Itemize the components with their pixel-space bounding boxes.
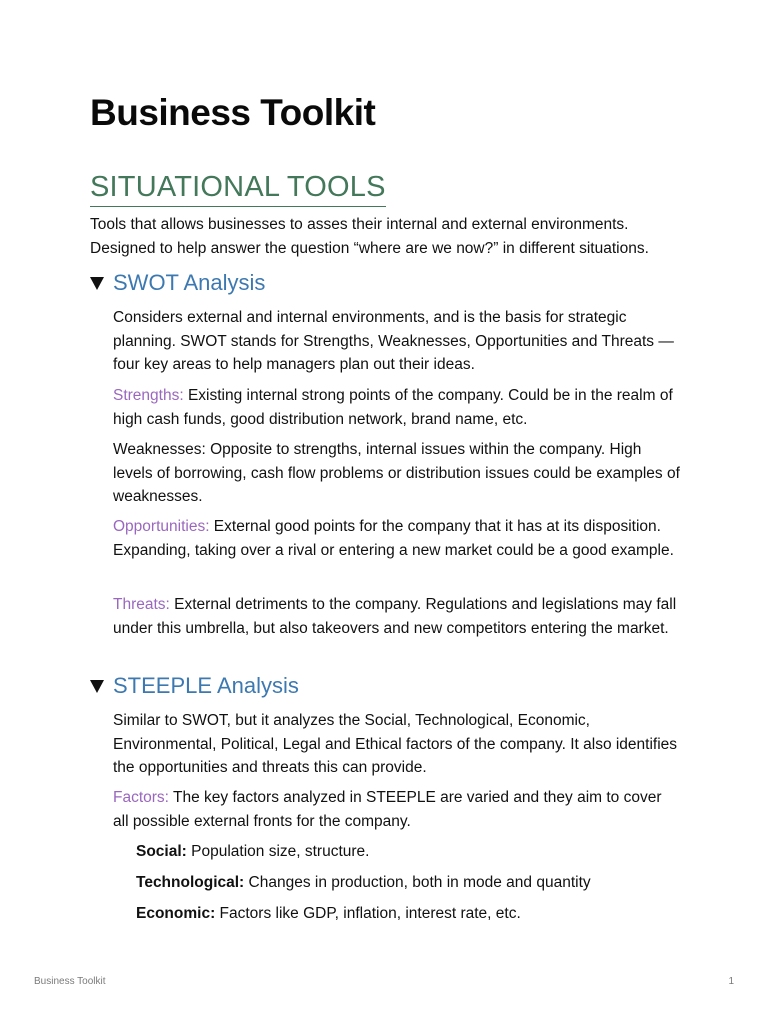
factor-item-technological [136, 871, 591, 895]
swot-opportunities [113, 515, 681, 562]
section-title: SITUATIONAL TOOLS [90, 171, 386, 207]
toggle-heading-swot: SWOT Analysis [113, 270, 266, 295]
factors-text: The key factors analyzed in STEEPLE are varied and they aim to cover all possible external fronts for the company. [113, 789, 662, 830]
page-number: 1 [728, 976, 734, 987]
factor-item-economic [136, 902, 521, 926]
toggle-heading-steeple: STEEPLE Analysis [113, 673, 299, 698]
label-factors: Factors: [113, 789, 169, 806]
factor-text: Changes in production, both in mode and quantity [244, 874, 591, 891]
label-threats: Threats: [113, 596, 170, 613]
page-title: Business Toolkit [90, 92, 376, 133]
factor-item-social [136, 840, 369, 864]
swot-strengths [113, 384, 681, 431]
triangle-down-icon[interactable] [90, 277, 104, 290]
factor-text: Population size, structure. [186, 843, 370, 860]
label-opportunities: Opportunities: [113, 518, 210, 535]
factor-text: Factors like GDP, inflation, interest rate, etc. [215, 905, 521, 922]
toggle-swot[interactable] [90, 270, 265, 296]
factor-term: Economic: [136, 905, 216, 922]
strengths-text: Existing internal strong points of the company. Could be in the realm of high cash funds, good distribution network, brand name, etc. [113, 387, 673, 428]
swot-weaknesses: Weaknesses: Opposite to strengths, internal issues within the company. High levels of borrowing, cash flow problems or distribution issues could be examples of weaknesses. [113, 441, 680, 505]
steeple-description: Similar to SWOT, but it analyzes the Social, Technological, Economic, Environmental, Political, Legal and Ethical factors of the company. It also identifies the opportunities and threats this can provide. [113, 712, 678, 776]
footer-title: Business Toolkit [34, 976, 106, 987]
swot-threats [113, 593, 681, 640]
steeple-factors [113, 786, 681, 833]
opportunities-text: External good points for the company that it has at its disposition. Expanding, taking over a rival or entering a new market could be a good example. [113, 518, 674, 559]
threats-text: External detriments to the company. Regulations and legislations may fall under this umbrella, but also takeovers and new competitors entering the market. [113, 596, 677, 637]
triangle-down-icon[interactable] [90, 680, 104, 693]
toggle-steeple[interactable] [90, 673, 299, 699]
swot-description: Considers external and internal environments, and is the basis for strategic planning. SWOT stands for Strengths, Weaknesses, Opportunities and Threats — four key areas to help managers plan out their ideas. [113, 309, 674, 373]
factor-term: Social: [136, 843, 187, 860]
factor-term: Technological: [136, 874, 245, 891]
label-strengths: Strengths: [113, 387, 184, 404]
intro-paragraph: Tools that allows businesses to asses their internal and external environments. Designed to help answer the question “where are we now?” in different situations. [90, 216, 649, 257]
